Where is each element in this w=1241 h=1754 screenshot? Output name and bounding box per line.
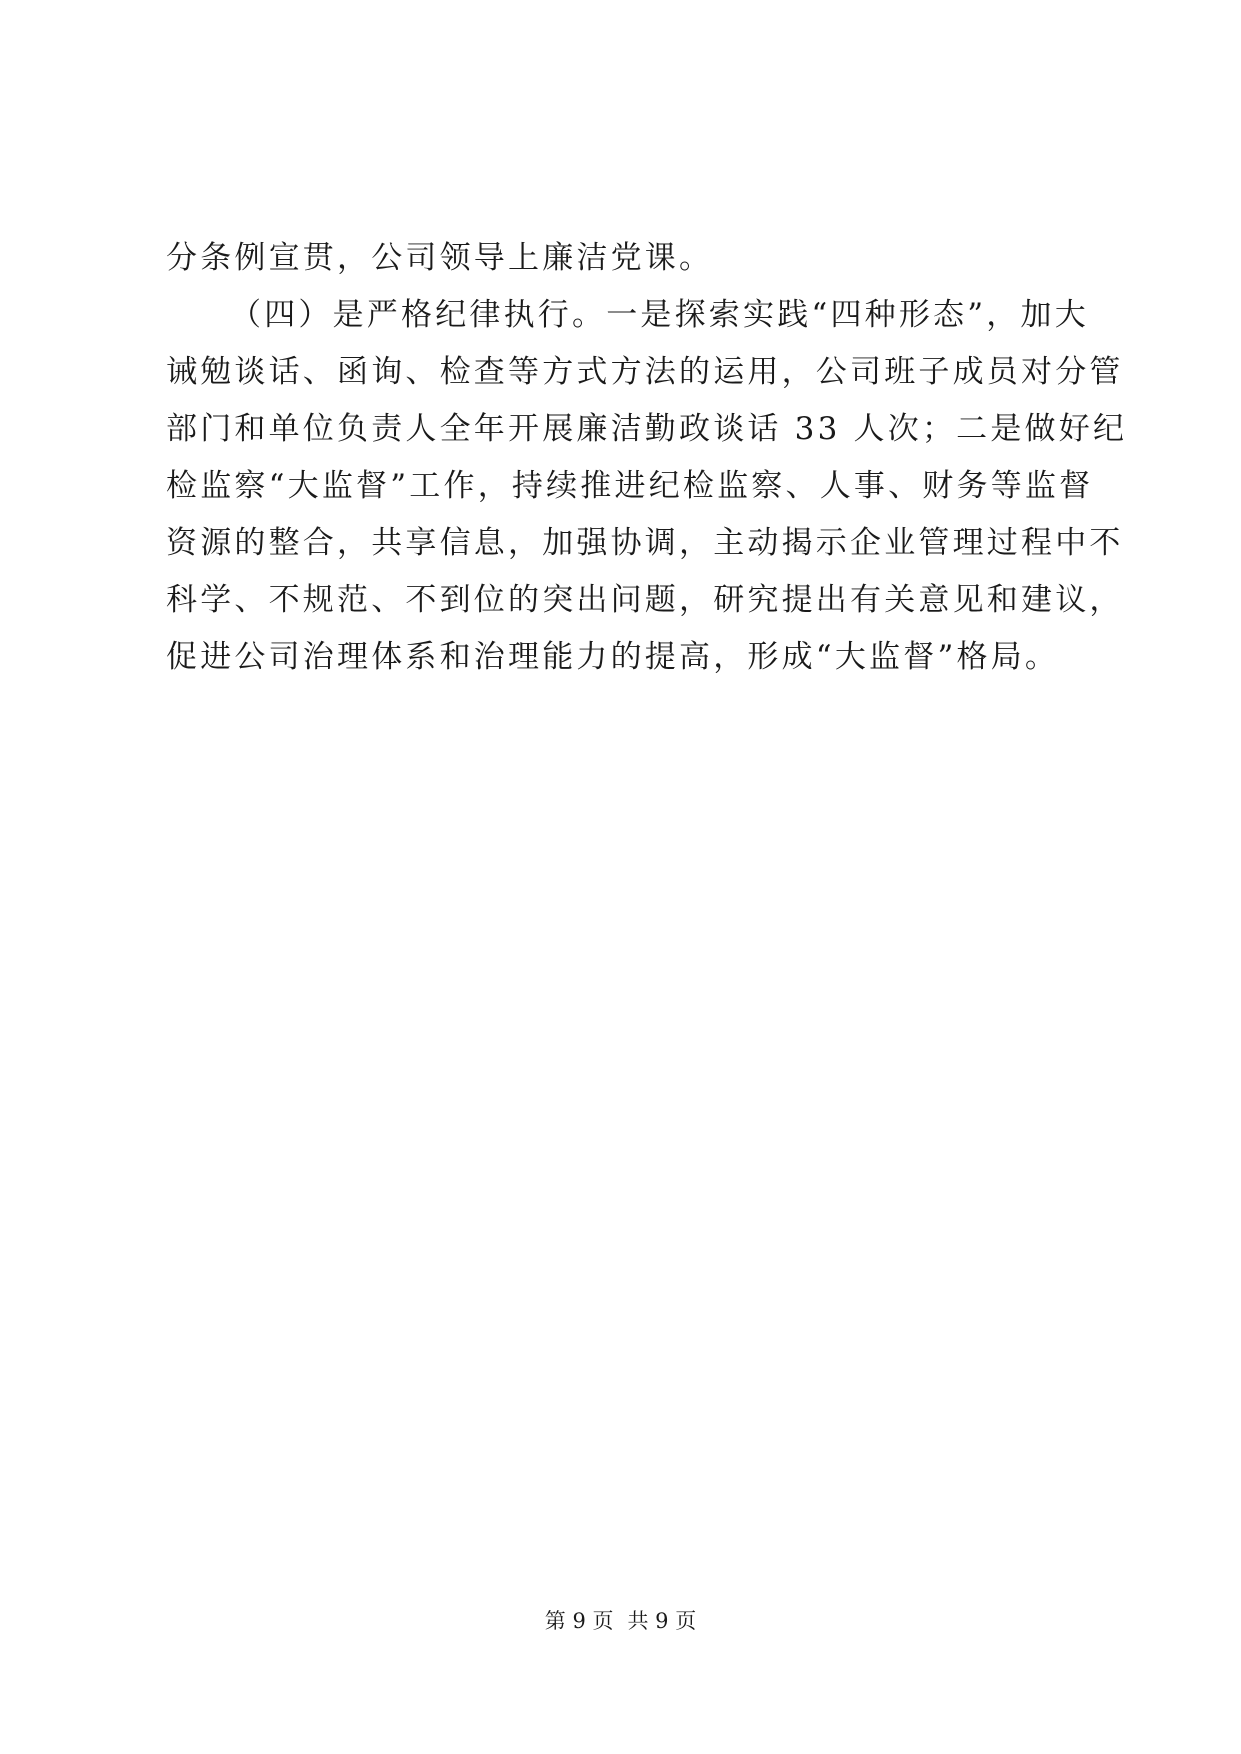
paragraph-line: 科学、不规范、不到位的突出问题，研究提出有关意见和建议， [166, 582, 1124, 618]
paragraph-line: 分条例宣贯，公司领导上廉洁党课。 [166, 240, 714, 276]
paragraph-line: 诫勉谈话、函询、检查等方式方法的运用，公司班子成员对分管 [166, 354, 1124, 390]
paragraph-line: 部门和单位负责人全年开展廉洁勤政谈话 33 人次；二是做好纪 [166, 411, 1128, 447]
paragraph-line: 检监察“大监督”工作，持续推进纪检监察、人事、财务等监督 [166, 468, 1094, 504]
paragraph-line: 促进公司治理体系和治理能力的提高，形成“大监督”格局。 [166, 639, 1060, 675]
paragraph-line: 资源的整合，共享信息，加强协调，主动揭示企业管理过程中不 [166, 525, 1124, 561]
body-text [166, 230, 1128, 686]
page-number: 第 9 页 [544, 1609, 614, 1633]
page-total: 共 9 页 [627, 1609, 697, 1633]
paragraph-line: （四）是严格纪律执行。一是探索实践“四种形态”，加大 [230, 297, 1089, 333]
page-footer [0, 1606, 1241, 1636]
